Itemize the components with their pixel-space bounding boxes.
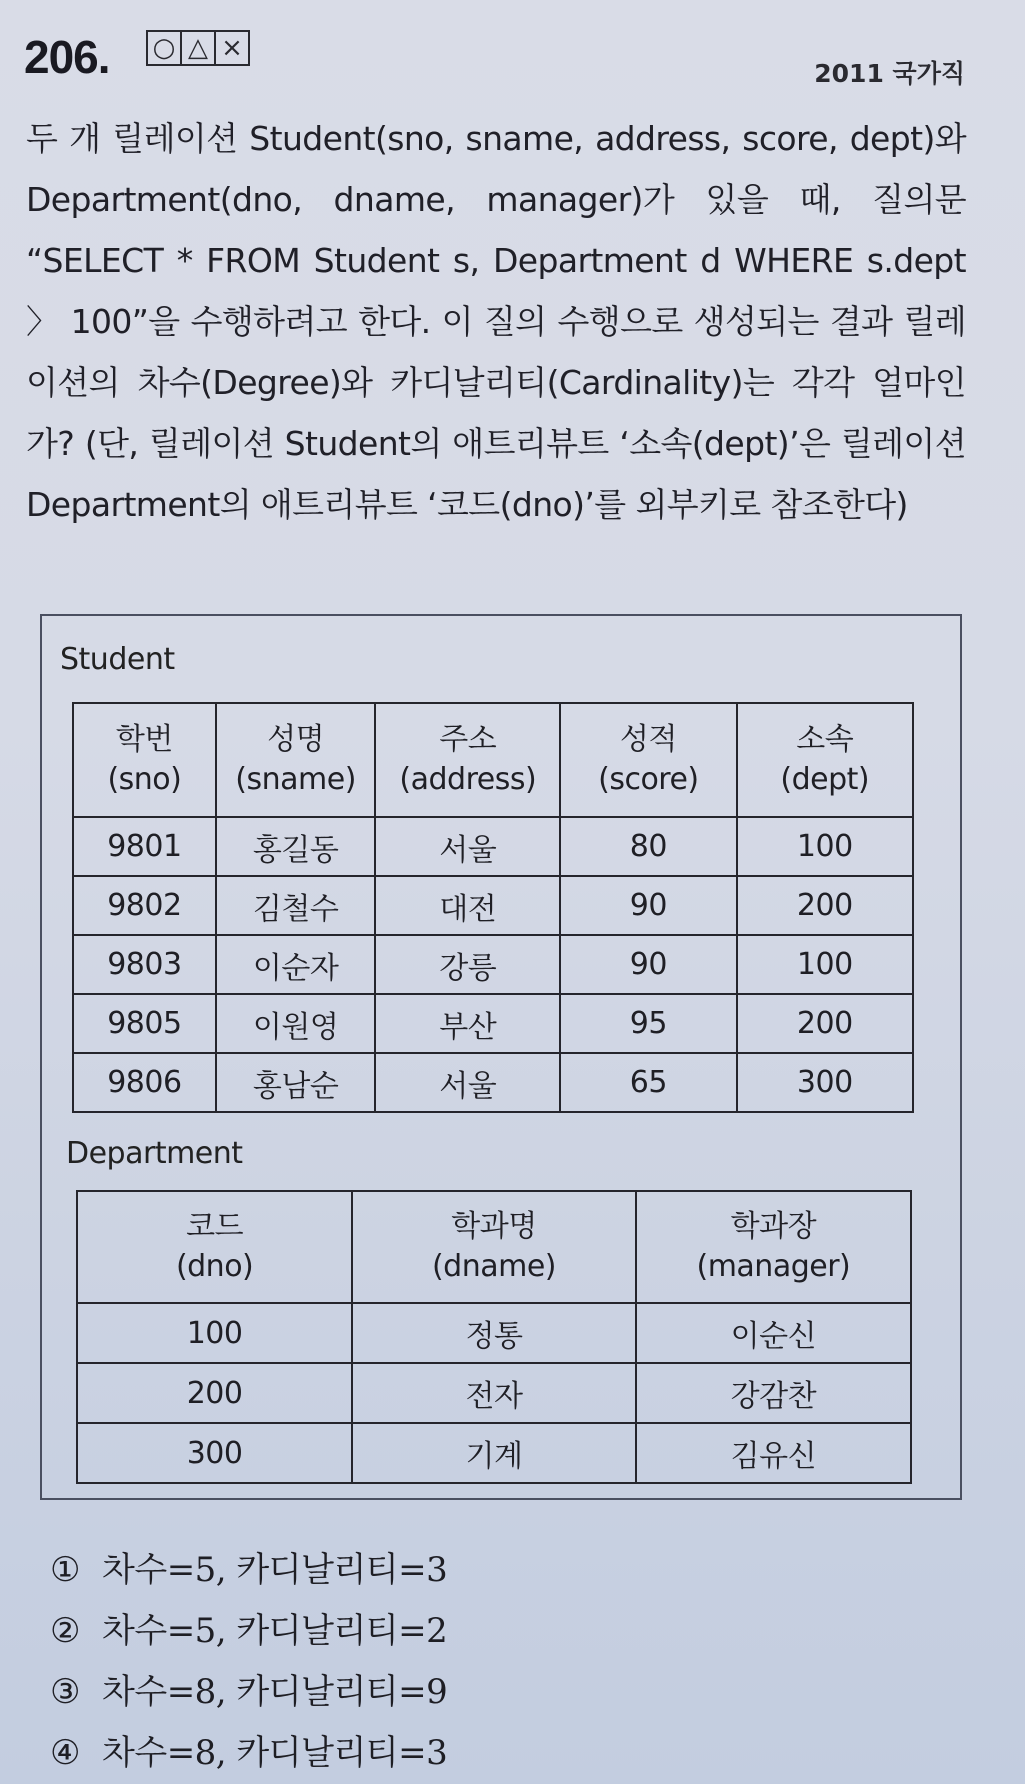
student-header-row: [73, 703, 913, 817]
option-number: ②: [50, 1611, 80, 1651]
table-row: [73, 994, 913, 1053]
column-header-dno: 코드 (dno): [77, 1191, 352, 1303]
table-cell: 200: [737, 876, 913, 935]
table-row: [77, 1363, 911, 1423]
table-cell: 홍남순: [216, 1053, 376, 1112]
department-table-label: Department: [66, 1136, 243, 1171]
column-header-manager: 학과장 (manager): [636, 1191, 911, 1303]
cross-mark-icon: ×: [214, 32, 248, 64]
answer-option-4[interactable]: [50, 1723, 447, 1784]
table-row: [73, 1053, 913, 1112]
option-number: ①: [50, 1550, 80, 1590]
table-cell: 9805: [73, 994, 216, 1053]
department-header-row: [77, 1191, 911, 1303]
answer-option-2[interactable]: [50, 1601, 447, 1662]
table-cell: 100: [737, 817, 913, 876]
option-text: 차수=5, 카디날리티=3: [102, 1550, 448, 1590]
column-header-score: 성적 (score): [560, 703, 736, 817]
table-cell: 90: [560, 876, 736, 935]
table-cell: 90: [560, 935, 736, 994]
table-cell: 200: [77, 1363, 352, 1423]
table-cell: 이원영: [216, 994, 376, 1053]
table-cell: 강감찬: [636, 1363, 911, 1423]
table-cell: 정통: [352, 1303, 636, 1363]
column-header-dept: 소속 (dept): [737, 703, 913, 817]
column-header-sno: 학번 (sno): [73, 703, 216, 817]
table-cell: 9802: [73, 876, 216, 935]
student-table-label: Student: [60, 642, 175, 677]
answer-options: [50, 1540, 447, 1784]
table-cell: 부산: [375, 994, 560, 1053]
question-text: 두 개 릴레이션 Student(sno, sname, address, score, dept)와 Department(dno, dname, manager)가 있을 때, 질의문 “SELECT * FROM Student s, Department d WHERE s.dept 〉 100”을 수행하려고 한다. 이 질의 수행으로 생성되는 결과 릴레이션의 차수(Degree)와 카디날리티(Cardinality)는 각각 얼마인가? (단, 릴레이션 Student의 애트리뷰트 ‘소속(dept)’은 릴레이션 Department의 애트리뷰트 ‘코드(dno)’를 외부키로 참조한다): [26, 119, 966, 524]
table-cell: 100: [77, 1303, 352, 1363]
table-cell: 이순신: [636, 1303, 911, 1363]
table-cell: 서울: [375, 817, 560, 876]
table-row: [73, 935, 913, 994]
option-text: 차수=8, 카디날리티=3: [102, 1733, 448, 1773]
table-cell: 300: [77, 1423, 352, 1483]
table-cell: 9806: [73, 1053, 216, 1112]
table-cell: 서울: [375, 1053, 560, 1112]
table-cell: 전자: [352, 1363, 636, 1423]
column-header-sname: 성명 (sname): [216, 703, 376, 817]
column-header-dname: 학과명 (dname): [352, 1191, 636, 1303]
table-cell: 강릉: [375, 935, 560, 994]
table-row: [77, 1423, 911, 1483]
table-row: [73, 817, 913, 876]
table-cell: 대전: [375, 876, 560, 935]
answer-option-1[interactable]: [50, 1540, 447, 1601]
option-number: ④: [50, 1733, 80, 1773]
table-cell: 9803: [73, 935, 216, 994]
table-cell: 기계: [352, 1423, 636, 1483]
table-cell: 95: [560, 994, 736, 1053]
option-text: 차수=8, 카디날리티=9: [102, 1672, 448, 1712]
question-number: 206.: [24, 31, 110, 83]
table-cell: 300: [737, 1053, 913, 1112]
exam-source: 2011 국가직: [814, 59, 965, 88]
table-cell: 200: [737, 994, 913, 1053]
table-cell: 80: [560, 817, 736, 876]
circle-mark-icon: ○: [152, 33, 176, 63]
table-cell: 김철수: [216, 876, 376, 935]
column-header-address: 주소 (address): [375, 703, 560, 817]
option-text: 차수=5, 카디날리티=2: [102, 1611, 448, 1651]
table-cell: 100: [737, 935, 913, 994]
triangle-mark-icon: △: [180, 32, 214, 64]
table-row: [73, 876, 913, 935]
table-cell: 65: [560, 1053, 736, 1112]
table-cell: 홍길동: [216, 817, 376, 876]
answer-option-3[interactable]: [50, 1662, 447, 1723]
table-cell: 이순자: [216, 935, 376, 994]
review-check-boxes: [146, 30, 250, 66]
table-cell: 김유신: [636, 1423, 911, 1483]
department-table: [76, 1190, 912, 1484]
student-table: [72, 702, 914, 1113]
table-row: [77, 1303, 911, 1363]
option-number: ③: [50, 1672, 80, 1712]
table-cell: 9801: [73, 817, 216, 876]
